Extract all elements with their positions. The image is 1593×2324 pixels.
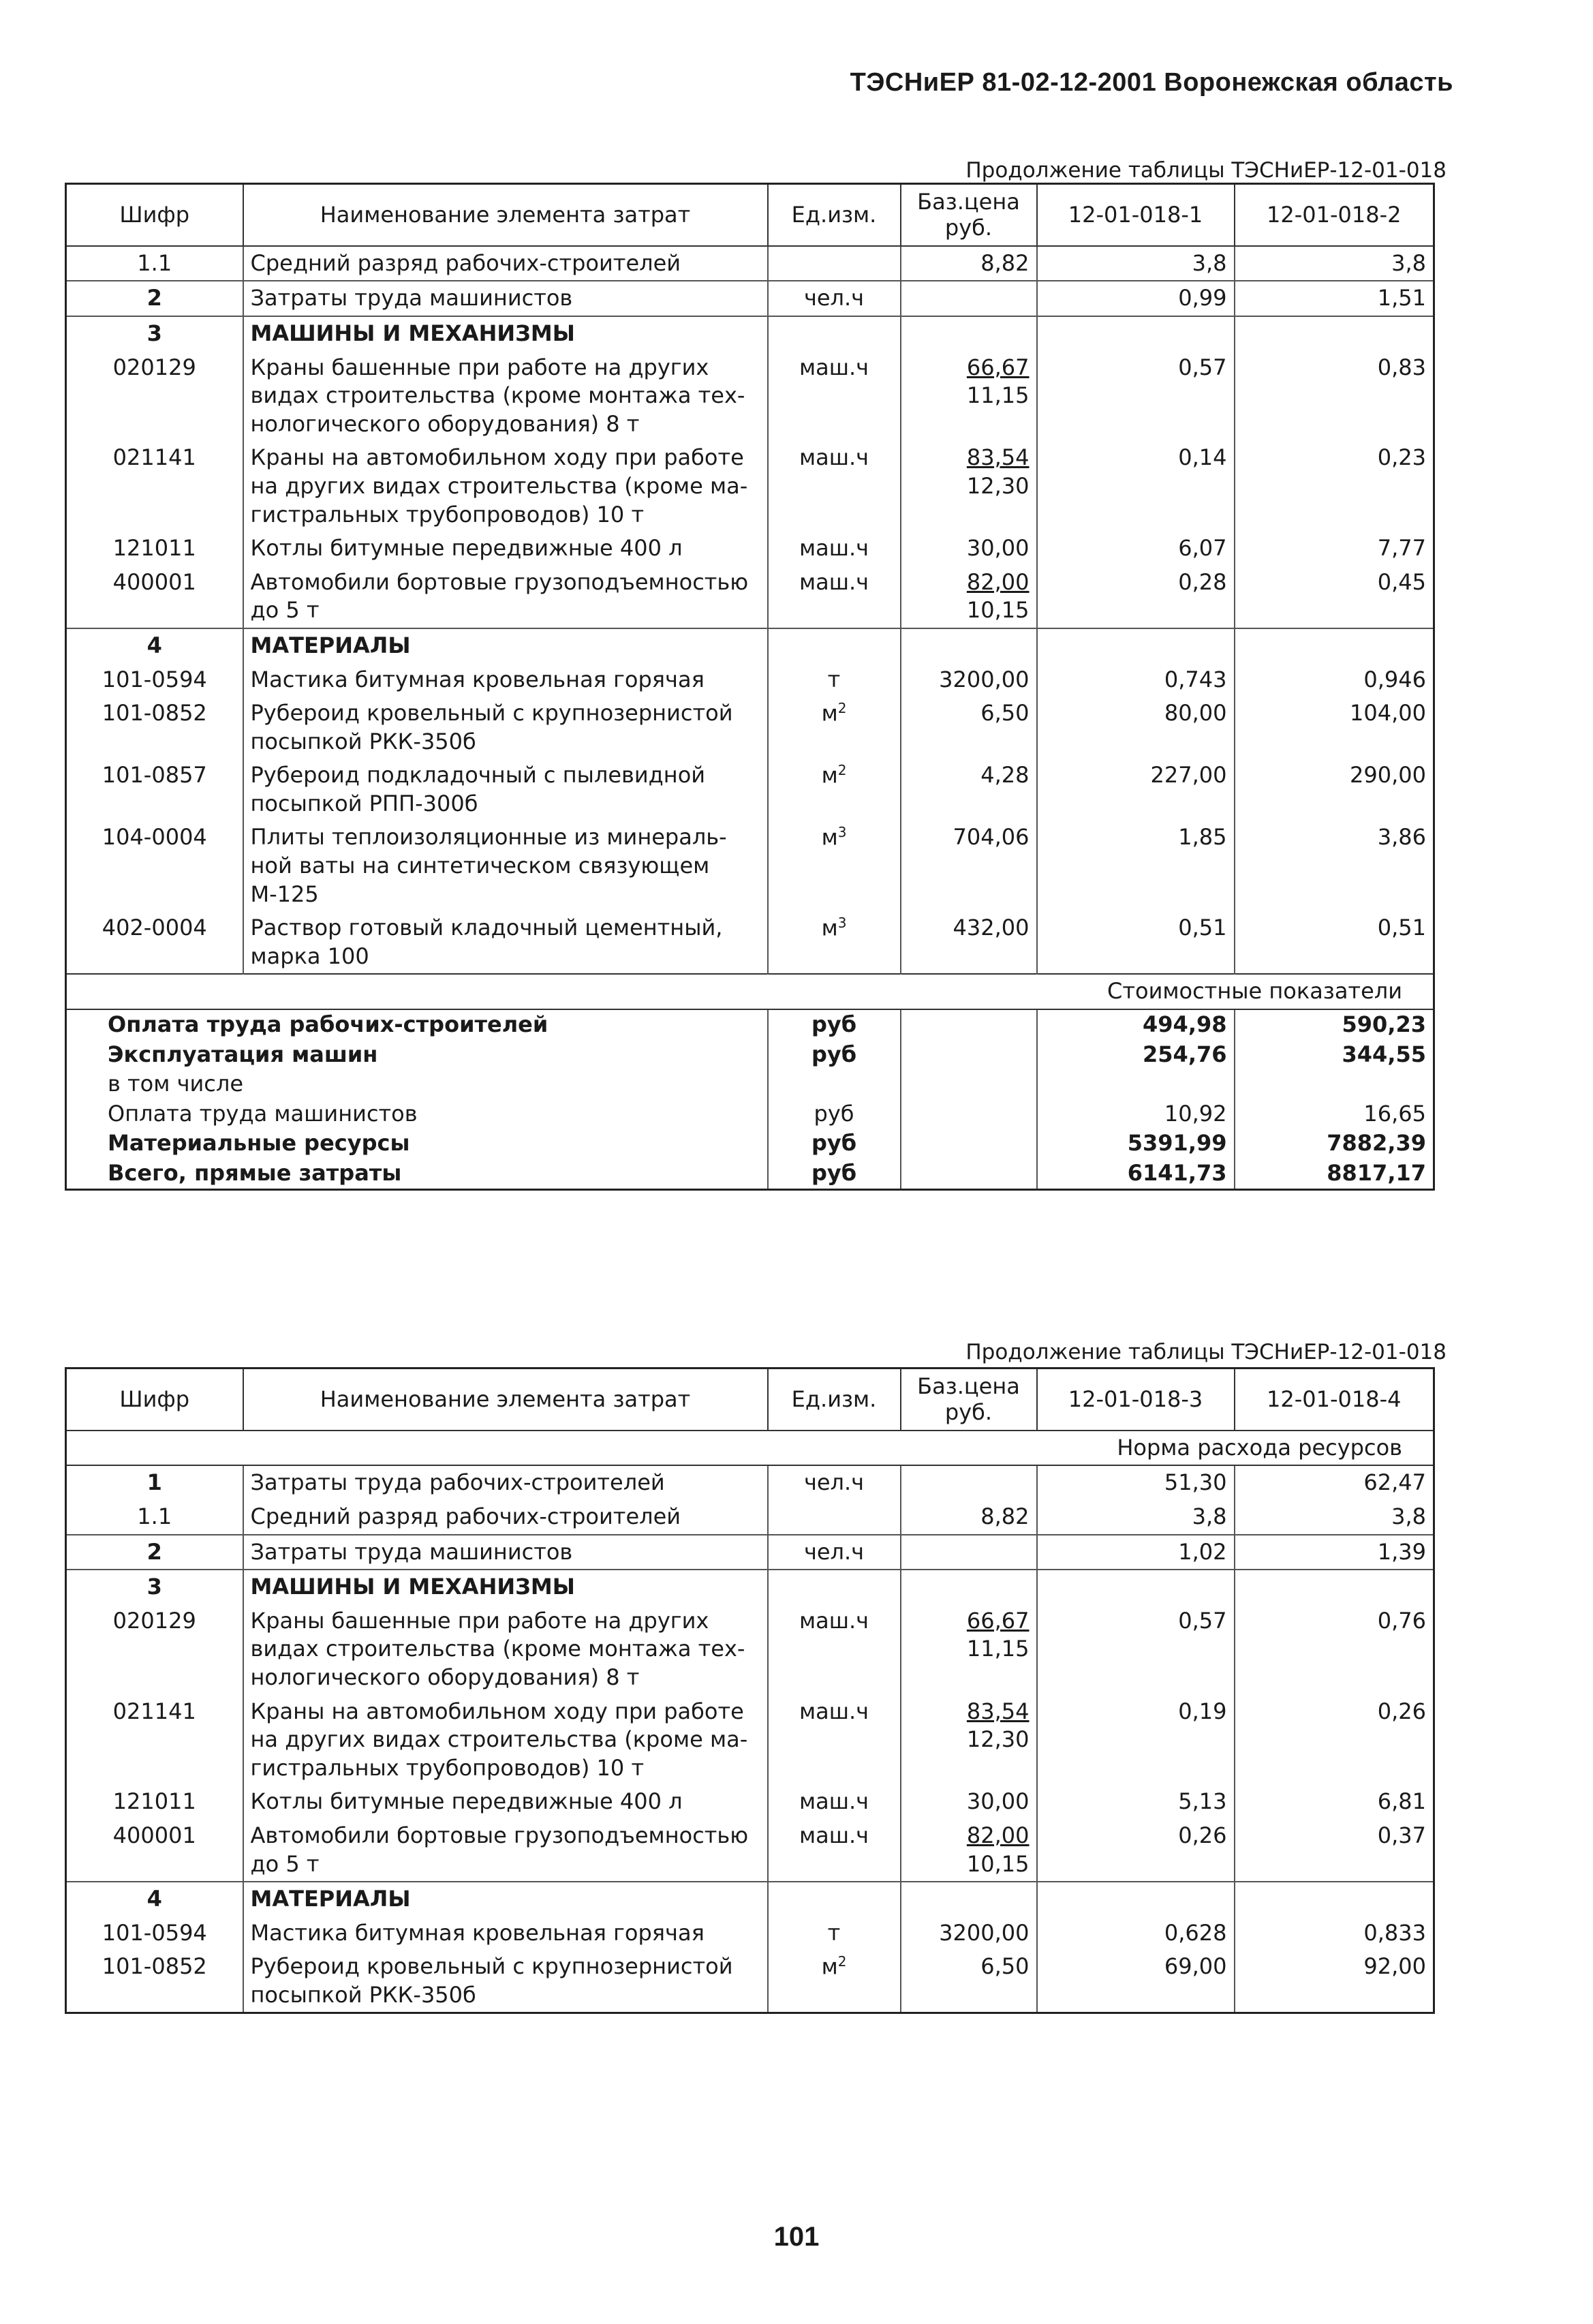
row-code: 121011 xyxy=(66,532,243,566)
row-code: 101-0594 xyxy=(66,1916,243,1951)
base-price: 83,54 xyxy=(966,1698,1030,1724)
row-value-2: 3,8 xyxy=(1235,1500,1434,1535)
row-code: 3 xyxy=(66,316,243,351)
summary-price-empty xyxy=(901,1129,1037,1159)
row-price xyxy=(901,1950,1037,2013)
norm-band-row xyxy=(66,1431,1434,1466)
row-value-1 xyxy=(1037,316,1235,351)
row-value-1 xyxy=(1037,1882,1235,1916)
row-value-1: 0,57 xyxy=(1037,351,1235,442)
row-unit: $м^3$ xyxy=(768,911,901,974)
row-value-1: 0,14 xyxy=(1037,441,1235,532)
summary-row xyxy=(66,1159,1434,1189)
col-header-price: Баз.цена руб. xyxy=(901,1369,1037,1431)
base-price: 8,82 xyxy=(980,1503,1030,1529)
table-row xyxy=(66,1465,1434,1500)
row-value-1: 0,743 xyxy=(1037,663,1235,697)
row-value-1: 5,13 xyxy=(1037,1785,1235,1819)
row-unit xyxy=(768,316,901,351)
row-price xyxy=(901,1882,1037,1916)
row-value-1: 6,07 xyxy=(1037,532,1235,566)
table-row xyxy=(66,316,1434,351)
row-unit: маш.ч xyxy=(768,1695,901,1786)
base-price: 82,00 xyxy=(966,1822,1030,1848)
row-price xyxy=(901,1695,1037,1786)
row-name: МАТЕРИАЛЫ xyxy=(243,628,768,663)
row-name: Затраты труда рабочих-строителей xyxy=(243,1465,768,1500)
cost-band-label: Стоимостные показатели xyxy=(66,974,1434,1009)
row-value-2: 0,45 xyxy=(1235,566,1434,628)
row-value-1: 0,19 xyxy=(1037,1695,1235,1786)
summary-value-2: 16,65 xyxy=(1235,1099,1434,1129)
row-price xyxy=(901,1500,1037,1535)
row-code: 2 xyxy=(66,1535,243,1570)
row-price xyxy=(901,821,1037,911)
row-name: Рубероид кровельный с крупнозернистой посыпкой РКК-350б xyxy=(243,697,768,759)
summary-value-2: 8817,17 xyxy=(1235,1159,1434,1189)
table-row xyxy=(66,1535,1434,1570)
row-price xyxy=(901,628,1037,663)
row-value-1: 69,00 xyxy=(1037,1950,1235,2013)
row-price xyxy=(901,663,1037,697)
table-row xyxy=(66,628,1434,663)
row-price xyxy=(901,1570,1037,1604)
page-number: 101 xyxy=(773,2222,820,2252)
row-value-2: 0,51 xyxy=(1235,911,1434,974)
col-header-unit: Ед.изм. xyxy=(768,1369,901,1431)
row-value-2: 0,76 xyxy=(1235,1604,1434,1695)
summary-label: Оплата труда рабочих-строителей xyxy=(108,1011,548,1038)
row-value-2: 0,83 xyxy=(1235,351,1434,442)
row-code: 400001 xyxy=(66,566,243,628)
table-row xyxy=(66,532,1434,566)
base-price: 6,50 xyxy=(980,700,1030,727)
table-row xyxy=(66,697,1434,759)
row-value-1 xyxy=(1037,628,1235,663)
row-name: Затраты труда машинистов xyxy=(243,1535,768,1570)
summary-row xyxy=(66,1099,1434,1129)
row-name: Автомобили бортовые грузоподъемностью до 5 т xyxy=(243,1819,768,1882)
operator-wage: 10,15 xyxy=(966,597,1030,624)
row-price xyxy=(901,1785,1037,1819)
base-price: 82,00 xyxy=(966,568,1030,595)
row-value-1: 0,51 xyxy=(1037,911,1235,974)
row-name: Рубероид подкладочный с пылевидной посыпкой РПП-300б xyxy=(243,759,768,821)
row-value-2: 3,86 xyxy=(1235,821,1434,911)
table-row xyxy=(66,1916,1434,1951)
row-name: Котлы битумные передвижные 400 л xyxy=(243,1785,768,1819)
summary-value-1: 254,76 xyxy=(1037,1040,1235,1070)
row-code: 1.1 xyxy=(66,1500,243,1535)
row-unit: маш.ч xyxy=(768,1785,901,1819)
row-value-2: 0,833 xyxy=(1235,1916,1434,1951)
row-value-2: 92,00 xyxy=(1235,1950,1434,2013)
row-price xyxy=(901,1535,1037,1570)
col-header-norm-4: 12-01-018-4 xyxy=(1235,1369,1434,1431)
row-value-1: 0,57 xyxy=(1037,1604,1235,1695)
row-name: Рубероид кровельный с крупнозернистой посыпкой РКК-350б xyxy=(243,1950,768,2013)
row-unit: чел.ч xyxy=(768,1535,901,1570)
summary-row xyxy=(66,1129,1434,1159)
row-code: 4 xyxy=(66,628,243,663)
summary-value-2: 590,23 xyxy=(1235,1009,1434,1040)
summary-value-1: 6141,73 xyxy=(1037,1159,1235,1189)
operator-wage: 12,30 xyxy=(966,472,1030,499)
col-header-norm-3: 12-01-018-3 xyxy=(1037,1369,1235,1431)
table-row xyxy=(66,566,1434,628)
base-price: 30,00 xyxy=(966,1788,1030,1815)
row-code: 1 xyxy=(66,1465,243,1500)
row-price xyxy=(901,1916,1037,1951)
row-price xyxy=(901,1465,1037,1500)
row-code: 021141 xyxy=(66,441,243,532)
row-value-2: 6,81 xyxy=(1235,1785,1434,1819)
row-value-2: 0,946 xyxy=(1235,663,1434,697)
col-header-name: Наименование элемента затрат xyxy=(243,1369,768,1431)
row-price xyxy=(901,532,1037,566)
row-price xyxy=(901,911,1037,974)
row-unit: $м^2$ xyxy=(768,1950,901,2013)
continuation-caption-2: Продолжение таблицы ТЭСНиЕР-12-01-018 xyxy=(965,1340,1447,1364)
row-unit: $м^2$ xyxy=(768,697,901,759)
row-price xyxy=(901,697,1037,759)
row-name: Мастика битумная кровельная горячая xyxy=(243,1916,768,1951)
row-code: 101-0594 xyxy=(66,663,243,697)
row-value-1: 3,8 xyxy=(1037,246,1235,281)
summary-row xyxy=(66,1069,1434,1099)
table-row xyxy=(66,441,1434,532)
table-row xyxy=(66,759,1434,821)
row-price xyxy=(901,281,1037,316)
summary-value-2: 344,55 xyxy=(1235,1040,1434,1070)
row-code: 2 xyxy=(66,281,243,316)
summary-price-empty xyxy=(901,1069,1037,1099)
row-code: 021141 xyxy=(66,1695,243,1786)
row-unit: чел.ч xyxy=(768,281,901,316)
row-code: 1.1 xyxy=(66,246,243,281)
operator-wage: 12,30 xyxy=(966,1726,1030,1753)
row-value-2: 3,8 xyxy=(1235,246,1434,281)
table-row xyxy=(66,1570,1434,1604)
row-value-2 xyxy=(1235,316,1434,351)
resource-table-2 xyxy=(65,1367,1435,2014)
row-value-2: 1,39 xyxy=(1235,1535,1434,1570)
summary-unit: руб xyxy=(768,1099,901,1129)
row-code: 101-0852 xyxy=(66,697,243,759)
row-code: 4 xyxy=(66,1882,243,1916)
row-value-1: 1,02 xyxy=(1037,1535,1235,1570)
row-price xyxy=(901,246,1037,281)
row-unit: т xyxy=(768,663,901,697)
col-header-norm-2: 12-01-018-2 xyxy=(1235,184,1434,246)
row-unit xyxy=(768,1570,901,1604)
row-name: Раствор готовый кладочный цементный, марка 100 xyxy=(243,911,768,974)
row-unit: маш.ч xyxy=(768,1604,901,1695)
summary-label: Эксплуатация машин xyxy=(108,1041,378,1067)
table-row xyxy=(66,821,1434,911)
row-value-2: 62,47 xyxy=(1235,1465,1434,1500)
row-value-1 xyxy=(1037,1570,1235,1604)
summary-price-empty xyxy=(901,1009,1037,1040)
operator-wage: 10,15 xyxy=(966,1850,1030,1877)
table-row xyxy=(66,663,1434,697)
row-price xyxy=(901,316,1037,351)
row-unit: чел.ч xyxy=(768,1465,901,1500)
row-price xyxy=(901,351,1037,442)
row-value-2: 0,37 xyxy=(1235,1819,1434,1882)
row-code: 101-0852 xyxy=(66,1950,243,2013)
row-name: Краны башенные при работе на других видах строительства (кроме монтажа тех-нологического оборудования) 8 т xyxy=(243,351,768,442)
table-row xyxy=(66,911,1434,974)
row-code: 400001 xyxy=(66,1819,243,1882)
row-value-2: 1,51 xyxy=(1235,281,1434,316)
row-value-1: 0,628 xyxy=(1037,1916,1235,1951)
row-unit: маш.ч xyxy=(768,532,901,566)
base-price: 4,28 xyxy=(980,762,1030,789)
summary-label: Материальные ресурсы xyxy=(108,1130,410,1157)
row-value-1: 3,8 xyxy=(1037,1500,1235,1535)
table-row xyxy=(66,1785,1434,1819)
table-row xyxy=(66,1950,1434,2013)
row-code: 020129 xyxy=(66,1604,243,1695)
row-name: МАШИНЫ И МЕХАНИЗМЫ xyxy=(243,1570,768,1604)
row-code: 101-0857 xyxy=(66,759,243,821)
row-name: Автомобили бортовые грузоподъемностью до 5 т xyxy=(243,566,768,628)
row-value-1: 0,99 xyxy=(1037,281,1235,316)
summary-label: Оплата труда машинистов xyxy=(108,1100,418,1127)
row-value-2: 0,26 xyxy=(1235,1695,1434,1786)
summary-unit: руб xyxy=(768,1040,901,1070)
continuation-caption: Продолжение таблицы ТЭСНиЕР-12-01-018 xyxy=(965,158,1447,183)
row-name: Затраты труда машинистов xyxy=(243,281,768,316)
table-row xyxy=(66,1819,1434,1882)
row-code: 3 xyxy=(66,1570,243,1604)
resource-table-1 xyxy=(65,183,1435,1191)
row-name: Средний разряд рабочих-строителей xyxy=(243,246,768,281)
row-unit xyxy=(768,1500,901,1535)
row-name: Котлы битумные передвижные 400 л xyxy=(243,532,768,566)
row-value-2 xyxy=(1235,1570,1434,1604)
base-price: 66,67 xyxy=(966,1607,1030,1634)
row-name: Краны на автомобильном ходу при работе на других видах строительства (кроме ма-гистральных трубопроводов) 10 т xyxy=(243,441,768,532)
col-header-name: Наименование элемента затрат xyxy=(243,184,768,246)
row-value-2: 0,23 xyxy=(1235,441,1434,532)
summary-value-1: 10,92 xyxy=(1037,1099,1235,1129)
table-row xyxy=(66,1695,1434,1786)
base-price: 66,67 xyxy=(966,354,1030,380)
row-value-2 xyxy=(1235,1882,1434,1916)
summary-unit: руб xyxy=(768,1159,901,1189)
table-row xyxy=(66,1604,1434,1695)
summary-value-1 xyxy=(1037,1069,1235,1099)
row-value-1: 1,85 xyxy=(1037,821,1235,911)
row-unit: $м^3$ xyxy=(768,821,901,911)
summary-row xyxy=(66,1040,1434,1070)
cost-band-row xyxy=(66,974,1434,1009)
row-code: 402-0004 xyxy=(66,911,243,974)
row-unit: маш.ч xyxy=(768,1819,901,1882)
operator-wage: 11,15 xyxy=(966,1636,1030,1662)
summary-value-2 xyxy=(1235,1069,1434,1099)
row-name: Краны башенные при работе на других видах строительства (кроме монтажа тех-нологического оборудования) 8 т xyxy=(243,1604,768,1695)
row-value-2: 7,77 xyxy=(1235,532,1434,566)
row-price xyxy=(901,1819,1037,1882)
row-name: МАШИНЫ И МЕХАНИЗМЫ xyxy=(243,316,768,351)
base-price: 30,00 xyxy=(966,535,1030,562)
base-price: 3200,00 xyxy=(939,666,1030,692)
base-price: 3200,00 xyxy=(939,1919,1030,1946)
base-price: 704,06 xyxy=(953,824,1030,851)
base-price: 8,82 xyxy=(980,249,1030,276)
row-price xyxy=(901,759,1037,821)
table-header-row xyxy=(66,184,1434,246)
row-unit xyxy=(768,246,901,281)
col-header-norm-1: 12-01-018-1 xyxy=(1037,184,1235,246)
summary-value-1: 494,98 xyxy=(1037,1009,1235,1040)
operator-wage: 11,15 xyxy=(966,382,1030,409)
row-value-1: 0,26 xyxy=(1037,1819,1235,1882)
row-price xyxy=(901,566,1037,628)
row-code: 121011 xyxy=(66,1785,243,1819)
row-unit: маш.ч xyxy=(768,566,901,628)
summary-label: в том числе xyxy=(108,1071,243,1097)
summary-price-empty xyxy=(901,1040,1037,1070)
row-unit xyxy=(768,628,901,663)
row-value-1: 227,00 xyxy=(1037,759,1235,821)
base-price: 432,00 xyxy=(953,915,1030,941)
table-row xyxy=(66,1500,1434,1535)
row-value-2: 104,00 xyxy=(1235,697,1434,759)
row-value-2 xyxy=(1235,628,1434,663)
row-name: Мастика битумная кровельная горячая xyxy=(243,663,768,697)
row-unit xyxy=(768,1882,901,1916)
summary-unit: руб xyxy=(768,1129,901,1159)
row-unit: маш.ч xyxy=(768,351,901,442)
table-row xyxy=(66,281,1434,316)
norm-band-label: Норма расхода ресурсов xyxy=(66,1431,1434,1466)
row-unit: маш.ч xyxy=(768,441,901,532)
row-value-1: 80,00 xyxy=(1037,697,1235,759)
summary-price-empty xyxy=(901,1159,1037,1189)
row-value-2: 290,00 xyxy=(1235,759,1434,821)
summary-row xyxy=(66,1009,1434,1040)
col-header-price: Баз.цена руб. xyxy=(901,184,1037,246)
col-header-code: Шифр xyxy=(66,184,243,246)
summary-unit xyxy=(768,1069,901,1099)
base-price: 83,54 xyxy=(966,444,1030,471)
table-row xyxy=(66,1882,1434,1916)
summary-label: Всего, прямые затраты xyxy=(108,1160,402,1186)
row-name: МАТЕРИАЛЫ xyxy=(243,1882,768,1916)
summary-unit: руб xyxy=(768,1009,901,1040)
table-header-row xyxy=(66,1369,1434,1431)
col-header-code: Шифр xyxy=(66,1369,243,1431)
row-unit: т xyxy=(768,1916,901,1951)
row-value-1: 51,30 xyxy=(1037,1465,1235,1500)
row-unit: $м^2$ xyxy=(768,759,901,821)
base-price: 6,50 xyxy=(980,1953,1030,1980)
row-code: 104-0004 xyxy=(66,821,243,911)
table-row xyxy=(66,246,1434,281)
row-code: 020129 xyxy=(66,351,243,442)
row-name: Краны на автомобильном ходу при работе на других видах строительства (кроме ма-гистральных трубопроводов) 10 т xyxy=(243,1695,768,1786)
col-header-unit: Ед.изм. xyxy=(768,184,901,246)
table-row xyxy=(66,351,1434,442)
row-name: Средний разряд рабочих-строителей xyxy=(243,1500,768,1535)
row-price xyxy=(901,1604,1037,1695)
summary-value-2: 7882,39 xyxy=(1235,1129,1434,1159)
summary-value-1: 5391,99 xyxy=(1037,1129,1235,1159)
row-price xyxy=(901,441,1037,532)
row-name: Плиты теплоизоляционные из минераль-ной ваты на синтетическом связующем М-125 xyxy=(243,821,768,911)
summary-price-empty xyxy=(901,1099,1037,1129)
row-value-1: 0,28 xyxy=(1037,566,1235,628)
document-header: ТЭСНиЕР 81-02-12-2001 Воронежская область xyxy=(850,68,1453,97)
